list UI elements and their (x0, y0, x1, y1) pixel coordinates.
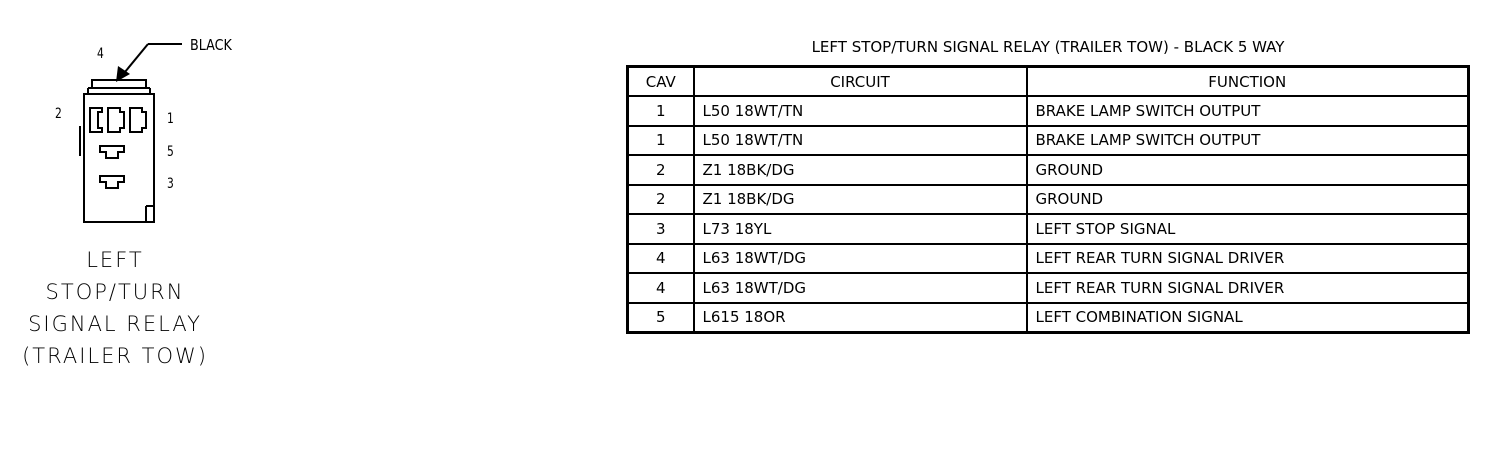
table-row (628, 214, 1469, 244)
connector-pinout-table (626, 65, 1470, 334)
cell-circuit: L63 18WT/DG (694, 244, 1027, 274)
cavity-4 (108, 108, 124, 132)
cell-circuit: L50 18WT/TN (694, 96, 1027, 126)
pin-label-1: 1 (167, 111, 174, 127)
caption-line: LEFT (86, 248, 144, 272)
table-row (628, 273, 1469, 303)
cell-function: LEFT REAR TURN SIGNAL DRIVER (1027, 244, 1469, 274)
table-row (628, 155, 1469, 185)
table-title: LEFT STOP/TURN SIGNAL RELAY (TRAILER TOW) - BLACK 5 WAY (811, 38, 1285, 56)
caption-line: STOP/TURN (45, 280, 185, 304)
pin-label-4: 4 (97, 46, 104, 62)
connector-caption (20, 244, 210, 372)
cell-cav: 2 (628, 155, 694, 185)
cell-cav: 3 (628, 214, 694, 244)
cell-cav: 4 (628, 273, 694, 303)
caption-line: (TRAILER TOW) (22, 344, 208, 368)
cell-cav: 2 (628, 185, 694, 215)
cell-cav: 1 (628, 96, 694, 126)
cavity-1 (130, 108, 146, 132)
pin-label-2: 2 (55, 106, 62, 122)
header-circuit: CIRCUIT (694, 67, 1027, 97)
table-row (628, 96, 1469, 126)
cell-cav: 1 (628, 126, 694, 156)
pin-label-5: 5 (167, 144, 174, 160)
cell-function: LEFT REAR TURN SIGNAL DRIVER (1027, 273, 1469, 303)
cell-cav: 4 (628, 244, 694, 274)
cell-cav: 5 (628, 303, 694, 333)
cell-function: LEFT COMBINATION SIGNAL (1027, 303, 1469, 333)
cavity-2 (90, 108, 102, 132)
connector-side-step (146, 206, 154, 222)
table-row (628, 303, 1469, 333)
header-function: FUNCTION (1027, 67, 1469, 97)
cell-circuit: L73 18YL (694, 214, 1027, 244)
cavity-3 (100, 176, 124, 188)
table-row (628, 185, 1469, 215)
connector-drawing (0, 0, 300, 240)
cell-circuit: Z1 18BK/DG (694, 185, 1027, 215)
cell-function: BRAKE LAMP SWITCH OUTPUT (1027, 126, 1469, 156)
connector-color-label: BLACK (190, 36, 232, 54)
table-row (628, 244, 1469, 274)
header-cav: CAV (628, 67, 694, 97)
table-row (628, 126, 1469, 156)
cell-circuit: Z1 18BK/DG (694, 155, 1027, 185)
cell-circuit: L615 18OR (694, 303, 1027, 333)
connector-latch (92, 80, 146, 88)
cell-circuit: L63 18WT/DG (694, 273, 1027, 303)
cavity-5 (100, 146, 124, 158)
table-header-row (628, 67, 1469, 97)
cell-function: LEFT STOP SIGNAL (1027, 214, 1469, 244)
cell-function: BRAKE LAMP SWITCH OUTPUT (1027, 96, 1469, 126)
connector-diagram (0, 0, 600, 452)
pin-label-3: 3 (167, 176, 174, 192)
cell-function: GROUND (1027, 185, 1469, 215)
caption-line: SIGNAL RELAY (28, 312, 202, 336)
cell-function: GROUND (1027, 155, 1469, 185)
cell-circuit: L50 18WT/TN (694, 126, 1027, 156)
